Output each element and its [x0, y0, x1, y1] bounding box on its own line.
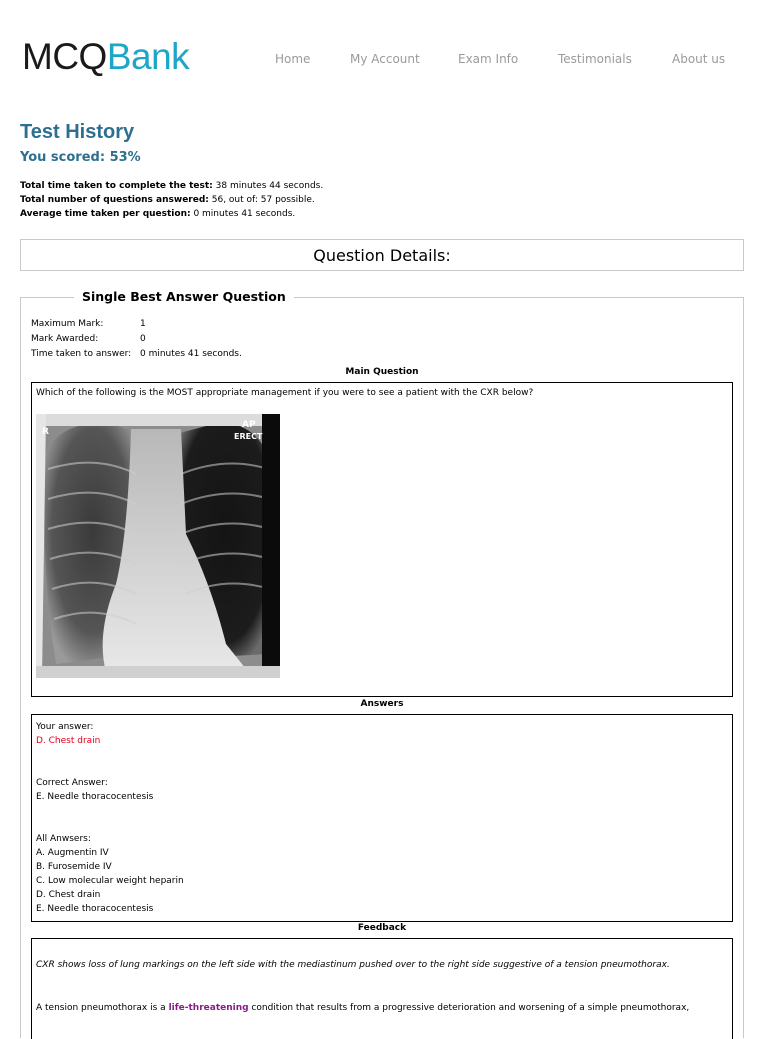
stat-avg-value: 0 minutes 41 seconds. — [190, 209, 296, 219]
max-mark-label: Maximum Mark: — [31, 319, 104, 329]
stat-total-time-label: Total time taken to complete the test: — [20, 181, 213, 191]
option-e: E. Needle thoracocentesis — [36, 904, 154, 914]
correct-answer-value: E. Needle thoracocentesis — [36, 792, 154, 802]
chest-xray-image — [36, 414, 280, 678]
feedback-paragraph-2 — [36, 1003, 689, 1013]
all-answers-label: All Anwsers: — [36, 834, 91, 844]
mark-awarded-label: Mark Awarded: — [31, 334, 99, 344]
stat-avg-label: Average time taken per question: — [20, 209, 191, 219]
nav-home[interactable]: Home — [275, 52, 311, 66]
stat-average-time — [20, 208, 295, 220]
xray-marker-ap: AP — [242, 420, 256, 430]
nav-my-account[interactable]: My Account — [350, 52, 420, 66]
answers-heading: Answers — [360, 699, 404, 709]
xray-marker-r: R — [42, 427, 49, 437]
feedback-2-start: A tension pneumothorax is a — [36, 1003, 169, 1013]
main-question-heading: Main Question — [345, 367, 419, 377]
question-details-title: Question Details: — [313, 246, 451, 265]
xray-marker-erect: ERECT — [234, 432, 263, 441]
feedback-paragraph-1: CXR shows loss of lung markings on the left side with the mediastinum pushed over to the right side suggestive of a tension pneumothorax. — [36, 960, 670, 970]
stat-questions-answered — [20, 194, 315, 206]
stat-total-time-value: 38 minutes 44 seconds. — [212, 181, 324, 191]
correct-answer-label: Correct Answer: — [36, 778, 108, 788]
mark-awarded-value: 0 — [140, 334, 146, 344]
option-b: B. Furosemide IV — [36, 862, 112, 872]
logo-bank: Bank — [106, 36, 190, 77]
option-d: D. Chest drain — [36, 890, 101, 900]
page-title: Test History — [20, 121, 135, 143]
feedback-2-end: condition that results from a progressive deterioration and worsening of a simple pneumothorax, — [248, 1003, 690, 1013]
logo[interactable] — [22, 36, 189, 78]
feedback-highlight: life-threatening — [168, 1003, 249, 1013]
feedback-heading: Feedback — [357, 923, 407, 933]
answers-box — [31, 714, 733, 922]
score-text: You scored: 53% — [20, 150, 141, 165]
stat-answered-value: 56, out of: 57 possible. — [208, 195, 315, 205]
time-to-answer-label: Time taken to answer: — [31, 349, 132, 359]
question-type-legend: Single Best Answer Question — [74, 289, 294, 304]
max-mark-value: 1 — [140, 319, 146, 329]
nav-about-us[interactable]: About us — [672, 52, 726, 66]
your-answer-label: Your answer: — [36, 722, 94, 732]
stat-total-time — [20, 180, 323, 192]
time-to-answer-value: 0 minutes 41 seconds. — [140, 349, 242, 359]
stat-answered-label: Total number of questions answered: — [20, 195, 209, 205]
question-details-header — [20, 239, 744, 271]
your-answer-value: D. Chest drain — [36, 736, 101, 746]
option-c: C. Low molecular weight heparin — [36, 876, 184, 886]
question-text: Which of the following is the MOST appropriate management if you were to see a patient with the CXR below? — [36, 388, 534, 398]
option-a: A. Augmentin IV — [36, 848, 109, 858]
logo-mcq: MCQ — [22, 36, 107, 77]
nav-exam-info[interactable]: Exam Info — [458, 52, 519, 66]
main-question-box — [31, 382, 733, 697]
nav-testimonials[interactable]: Testimonials — [558, 52, 632, 66]
